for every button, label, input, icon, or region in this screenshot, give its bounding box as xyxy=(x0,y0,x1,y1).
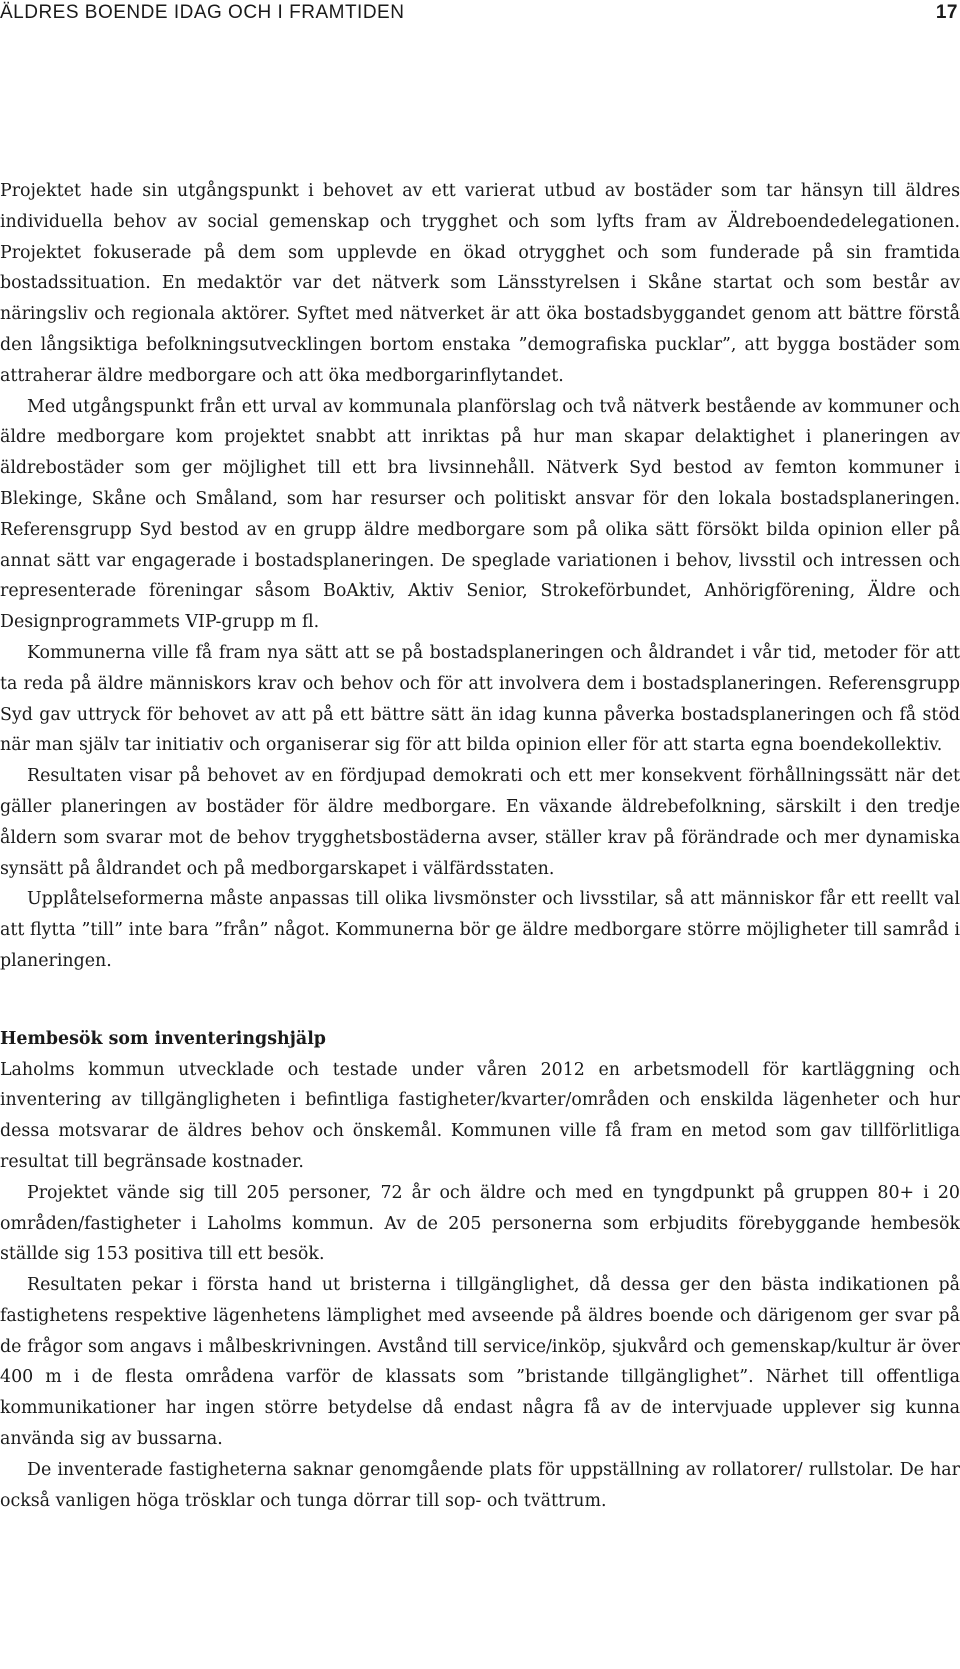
paragraph: Resultaten visar på behovet av en fördjupad demokrati och ett mer konsekvent förhållningssätt när det gäller planeringen av bostäder för äldre medborgare. En växande äldrebefolkning, särskilt i den tredje åldern som svarar mot de behov trygghetsbostäderna avser, ställer krav på förändrade och mer dynamiska synsätt på åldrandet och på medborgarskapet i välfärdsstaten. xyxy=(0,766,960,879)
body-text xyxy=(0,176,960,1516)
section-heading: Hembesök som inventeringshjälp xyxy=(0,1028,326,1049)
paragraph: Laholms kommun utvecklade och testade under våren 2012 en arbetsmodell för kartläggning och inventering av tillgängligheten i befintliga fastigheter/kvarter/områden och enskilda lägenheter och hur dessa motsvarar de äldres behov och önskemål. Kommunen ville få fram en metod som gav tillförlitliga resultat till begränsade kostnader. xyxy=(0,1059,960,1172)
paragraph: Projektet vände sig till 205 personer, 72 år och äldre och med en tyngdpunkt på gruppen 80+ i 20 områden/fastigheter i Laholms kommun. Av de 205 personerna som erbjudits förebyggande hembesök ställde sig 153 positiva till ett besök. xyxy=(0,1182,960,1265)
paragraph: Resultaten pekar i första hand ut bristerna i tillgänglighet, då dessa ger den bästa indikationen på fastighetens respektive lägenhetens lämplighet med avseende på äldres boende och därigenom ger svar på de frågor som angavs i målbeskrivningen. Avstånd till service/inköp, sjukvård och gemenskap/kultur är över 400 m i de flesta områdena varför de klassats som ”bristande tillgänglighet”. Närhet till offentliga kommunikationer har ingen större betydelse då endast några få av de intervjuade upplever sig kunna använda sig av bussarna. xyxy=(0,1275,960,1450)
paragraph: Med utgångspunkt från ett urval av kommunala planförslag och två nätverk bestående av kommuner och äldre medborgare kom projektet snabbt att inriktas på hur man skapar delaktighet i planeringen av äldrebostäder som ger möjlighet till ett bra livsinnehåll. Nätverk Syd bestod av femton kommuner i Blekinge, Skåne och Småland, som har resurser och politiskt ansvar för den lokala bostadsplaneringen. Referensgrupp Syd bestod av en grupp äldre medborgare som på olika sätt försökt bilda opinion eller på annat sätt var engagerade i bostadsplaneringen. De speglade variationen i behov, livsstil och intressen och representerade föreningar såsom BoAktiv, Aktiv Senior, Strokeförbundet, Anhörigförening, Äldre och Designprogrammets VIP-grupp m fl. xyxy=(0,396,960,633)
paragraph: Upplåtelseformerna måste anpassas till olika livsmönster och livsstilar, så att människor får ett reellt val att flytta ”till” inte bara ”från” något. Kommunerna bör ge äldre medborgare större möjligheter till samråd i planeringen. xyxy=(0,889,960,971)
running-header xyxy=(0,2,958,32)
paragraph: Projektet hade sin utgångspunkt i behovet av ett varierat utbud av bostäder som tar hänsyn till äldres individuella behov av social gemenskap och trygghet och som lyfts fram av Äldreboendedelegationen. Projektet fokuserade på dem som upplevde en ökad otrygghet och som funderade på sin framtida bostadssituation. En medaktör var det nätverk som Länsstyrelsen i Skåne startat och som består av näringsliv och regionala aktörer. Syftet med nätverket är att öka bostadsbyggandet genom att bättre förstå den långsiktiga befolkningsutvecklingen bortom enstaka ”demografiska pucklar”, att bygga bostäder som attraherar äldre medborgare och att öka medborgarinflytandet. xyxy=(0,181,960,386)
paragraph: Kommunerna ville få fram nya sätt att se på bostadsplaneringen och åldrandet i vår tid, metoder för att ta reda på äldre människors krav och behov och för att involvera dem i bostadsplaneringen. Referensgrupp Syd gav uttryck för behovet av att på ett bättre sätt än idag kunna påverka bostadsplaneringen och få stöd när man själv tar initiativ och organiserar sig för att bilda opinion eller för att starta egna boendekollektiv. xyxy=(0,642,960,756)
paragraph: De inventerade fastigheterna saknar genomgående plats för uppställning av rollatorer/ rullstolar. De har också vanligen höga trösklar och tunga dörrar till sop- och tvättrum. xyxy=(0,1459,960,1511)
running-title: ÄLDRES BOENDE IDAG OCH I FRAMTIDEN xyxy=(0,2,405,23)
page-number: 17 xyxy=(935,2,958,23)
